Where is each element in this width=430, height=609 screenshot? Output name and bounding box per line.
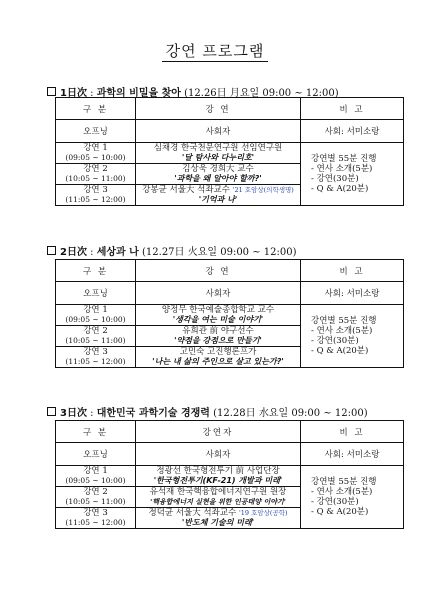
table-row-lecture-1: 강연 1 (09:05 ~ 10:00) 정광선 한국형전투기 前 사업단장 '한국형전투기(KF-21) 개발과 미래' 강연별 55분 진행 - 연사 소개(5분) - 강연(30분) - Q & A(20분) [56,466,404,487]
square-bullet-icon [47,87,56,96]
section-2-table [55,259,404,368]
table-row-opening: 오프닝 사회자 사회: 서미소랑 [56,282,404,305]
table-row-lecture-2: 강연 2 (10:05 ~ 11:00) 유희관 前 야구선수 '약점을 강점으로 만들기' [56,326,404,347]
table-row-opening: 오프닝 사회자 사회: 서미소랑 [56,120,404,143]
page-title: 강연 프로그램 [0,40,430,61]
notes-cell: 강연별 55분 진행 - 연사 소개(5분) - 강연(30분) - Q & A(20분) [301,143,404,206]
table-header: 구 분 강연자 비 고 [56,421,404,443]
table-row-opening: 오프닝 사회자 사회: 서미소랑 [56,443,404,466]
square-bullet-icon [47,407,56,416]
notes-cell: 강연별 55분 진행 - 연사 소개(5분) - 강연(30분) - Q & A(20분) [301,466,404,529]
table-row-lecture-1: 강연 1 (09:05 ~ 10:00) 양정무 한국예술종합학교 교수 '생각을 여는 미술 이야기' 강연별 55분 진행 - 연사 소개(5분) - 강연(30분) - Q & A(20분) [56,305,404,326]
table-row-lecture-2: 강연 2 (10:05 ~ 11:00) 김상욱 경희大 교수 '과학을 왜 알아야 할까?' [56,164,404,185]
notes-cell: 강연별 55분 진행 - 연사 소개(5분) - 강연(30분) - Q & A(20분) [301,305,404,368]
table-header: 구 분 강 연 비 고 [56,260,404,282]
section-3-table [55,420,404,529]
section-2-heading: 2日次 : 세상과 나 (12.27日 火요일 09:00 ~ 12:00) [47,243,297,258]
section-1-table [55,97,404,206]
section-1-heading: 1日次 : 과학의 비밀을 찾아 (12.26日 月요일 09:00 ~ 12:00) [47,84,339,99]
table-header: 구 분 강 연 비 고 [56,98,404,120]
section-3-heading: 3日次 : 대한민국 과학기술 경쟁력 (12.28日 水요일 09:00 ~ 12:00) [47,404,368,419]
table-row-lecture-3: 강연 3 (11:05 ~ 12:00) 정덕균 서울大 석좌교수 '19 호암상(공학) '반도체 기술의 미래' [56,508,404,529]
square-bullet-icon [47,246,56,255]
table-row-lecture-3: 강연 3 (11:05 ~ 12:00) 강봉균 서울大 석좌교수 '21 호암상(의학생명) '기억과 나' [56,185,404,206]
table-row-lecture-2: 강연 2 (10:05 ~ 11:00) 유석재 한국핵융합에너지연구원 원장 '핵융합에너지 실현을 위한 인공태양 이야기' [56,487,404,508]
table-row-lecture-3: 강연 3 (11:05 ~ 12:00) 고민숙 고진행론프가 '나는 내 삶의 주인으로 살고 있는가?' [56,347,404,368]
table-row-lecture-1: 강연 1 (09:05 ~ 10:00) 심채경 한국천문연구원 선임연구원 '달 탐사와 다누리호' 강연별 55분 진행 - 연사 소개(5분) - 강연(30분) - Q & A(20분) [56,143,404,164]
